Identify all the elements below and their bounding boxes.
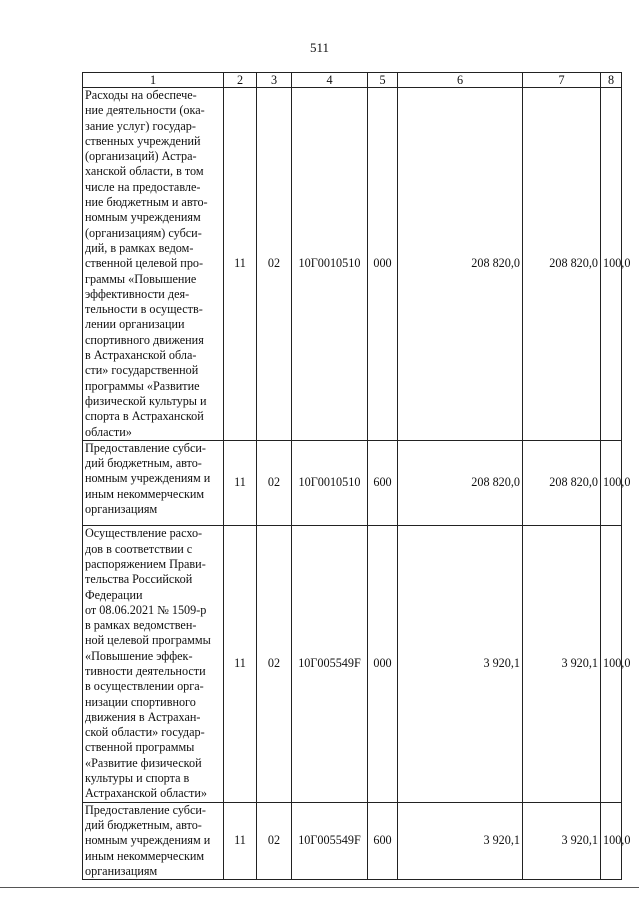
description-line: Расходы на обеспече- [85,88,197,102]
column-header: 7 [523,73,601,88]
subsection-code: 02 [257,526,292,802]
description-line: физической культуры и [85,393,207,408]
column-header: 3 [257,73,292,88]
amount-col6: 208 820,0 [398,440,523,525]
description-line: ние бюджетным и авто- [85,195,208,210]
amount-col7: 3 920,1 [523,526,601,802]
description-line: в осуществлении орга- [85,679,204,694]
row-description [83,88,224,441]
description-line: иным некоммерческим [85,486,205,501]
percent-col8: 100,0 [601,88,622,441]
row-description [83,802,224,879]
description-line: ственных учреждений [85,133,201,148]
description-line: организациям [85,863,158,878]
amount-col7: 208 820,0 [523,88,601,441]
description-line: низации спортивного [85,694,196,709]
section-code: 11 [224,526,257,802]
description-line: «Повышение эффек- [85,648,193,663]
page-number: 511 [309,40,330,55]
description-line: ственной программы [85,740,195,755]
description-line: тельности в осуществ- [85,302,203,317]
description-line: иным некоммерческим [85,848,205,863]
description-line: ной целевой программы [85,633,211,648]
expense-type-code: 600 [368,802,398,879]
description-line: числе на предоставле- [85,179,201,194]
description-line: Предоставление субси- [85,802,206,817]
description-line: «Развитие физической [85,755,202,770]
description-line: движения в Астрахан- [85,709,201,724]
table-row [83,440,622,525]
column-header: 4 [292,73,368,88]
column-header: 6 [398,73,523,88]
description-line: дий бюджетным, авто- [85,456,202,471]
description-line: дий бюджетным, авто- [85,817,202,832]
subsection-code: 02 [257,440,292,525]
percent-col8: 100,0 [601,526,622,802]
description-line: в рамках ведомствен- [85,618,197,633]
description-line: номным учреждениям и [85,471,211,486]
amount-col6: 3 920,1 [398,526,523,802]
description-line: номным учреждениям [85,210,201,225]
table-row [83,526,622,802]
table-row [83,88,622,441]
description-line: сти» государственной [85,363,199,378]
description-line: ханской области, в том [85,164,204,179]
description-line: от 08.06.2021 № 1509-р [85,602,207,617]
description-line: Астраханской области» [85,786,207,801]
column-header: 1 [83,73,224,88]
amount-col7: 3 920,1 [523,802,601,879]
section-code: 11 [224,440,257,525]
description-line: Федерации [85,587,143,602]
percent-col8: 100,0 [601,440,622,525]
subsection-code: 02 [257,88,292,441]
target-article-code: 10Г0010510 [292,88,368,441]
row-description [83,440,224,525]
description-line: граммы «Повышение [85,271,197,286]
description-line: организациям [85,502,158,517]
column-header: 2 [224,73,257,88]
section-code: 11 [224,88,257,441]
description-line: области» [85,424,132,439]
budget-table [82,72,631,880]
column-header: 8 [601,73,622,88]
description-line: номным учреждениям и [85,833,211,848]
description-line: ской области» государ- [85,725,205,740]
amount-col6: 208 820,0 [398,88,523,441]
description-line: (организациям) субси- [85,225,202,240]
description-line: Предоставление субси- [85,440,206,455]
target-article-code: 10Г005549F [292,526,368,802]
header-row [83,73,622,88]
expense-type-code: 600 [368,440,398,525]
page-bottom-edge [0,887,639,888]
expense-type-code: 000 [368,526,398,802]
description-line: (организаций) Астра- [85,149,197,164]
subsection-code: 02 [257,802,292,879]
description-line: зание услуг) государ- [85,118,196,133]
description-line: ственной целевой про- [85,256,204,271]
description-line: эффективности дея- [85,286,190,301]
description-line: Осуществление расхо- [85,526,203,541]
amount-col6: 3 920,1 [398,802,523,879]
description-line: программы «Развитие [85,378,200,393]
description-line: дов в соответствии с [85,541,193,556]
table-row [83,802,622,879]
description-line: распоряжением Прави- [85,556,206,571]
description-line: в Астраханской обла- [85,348,197,363]
description-line: ние деятельности (ока- [85,103,205,118]
target-article-code: 10Г0010510 [292,440,368,525]
description-line: спортивного движения [85,332,204,347]
row-description [83,526,224,802]
description-line: тивности деятельности [85,663,206,678]
amount-col7: 208 820,0 [523,440,601,525]
description-line: тельства Российской [85,572,193,587]
description-line: культуры и спорта в [85,771,190,786]
description-line: лении организации [85,317,185,332]
description-line: спорта в Астраханской [85,409,204,424]
column-header: 5 [368,73,398,88]
target-article-code: 10Г005549F [292,802,368,879]
expense-type-code: 000 [368,88,398,441]
section-code: 11 [224,802,257,879]
percent-col8: 100,0 [601,802,622,879]
description-line: дий, в рамках ведом- [85,240,194,255]
